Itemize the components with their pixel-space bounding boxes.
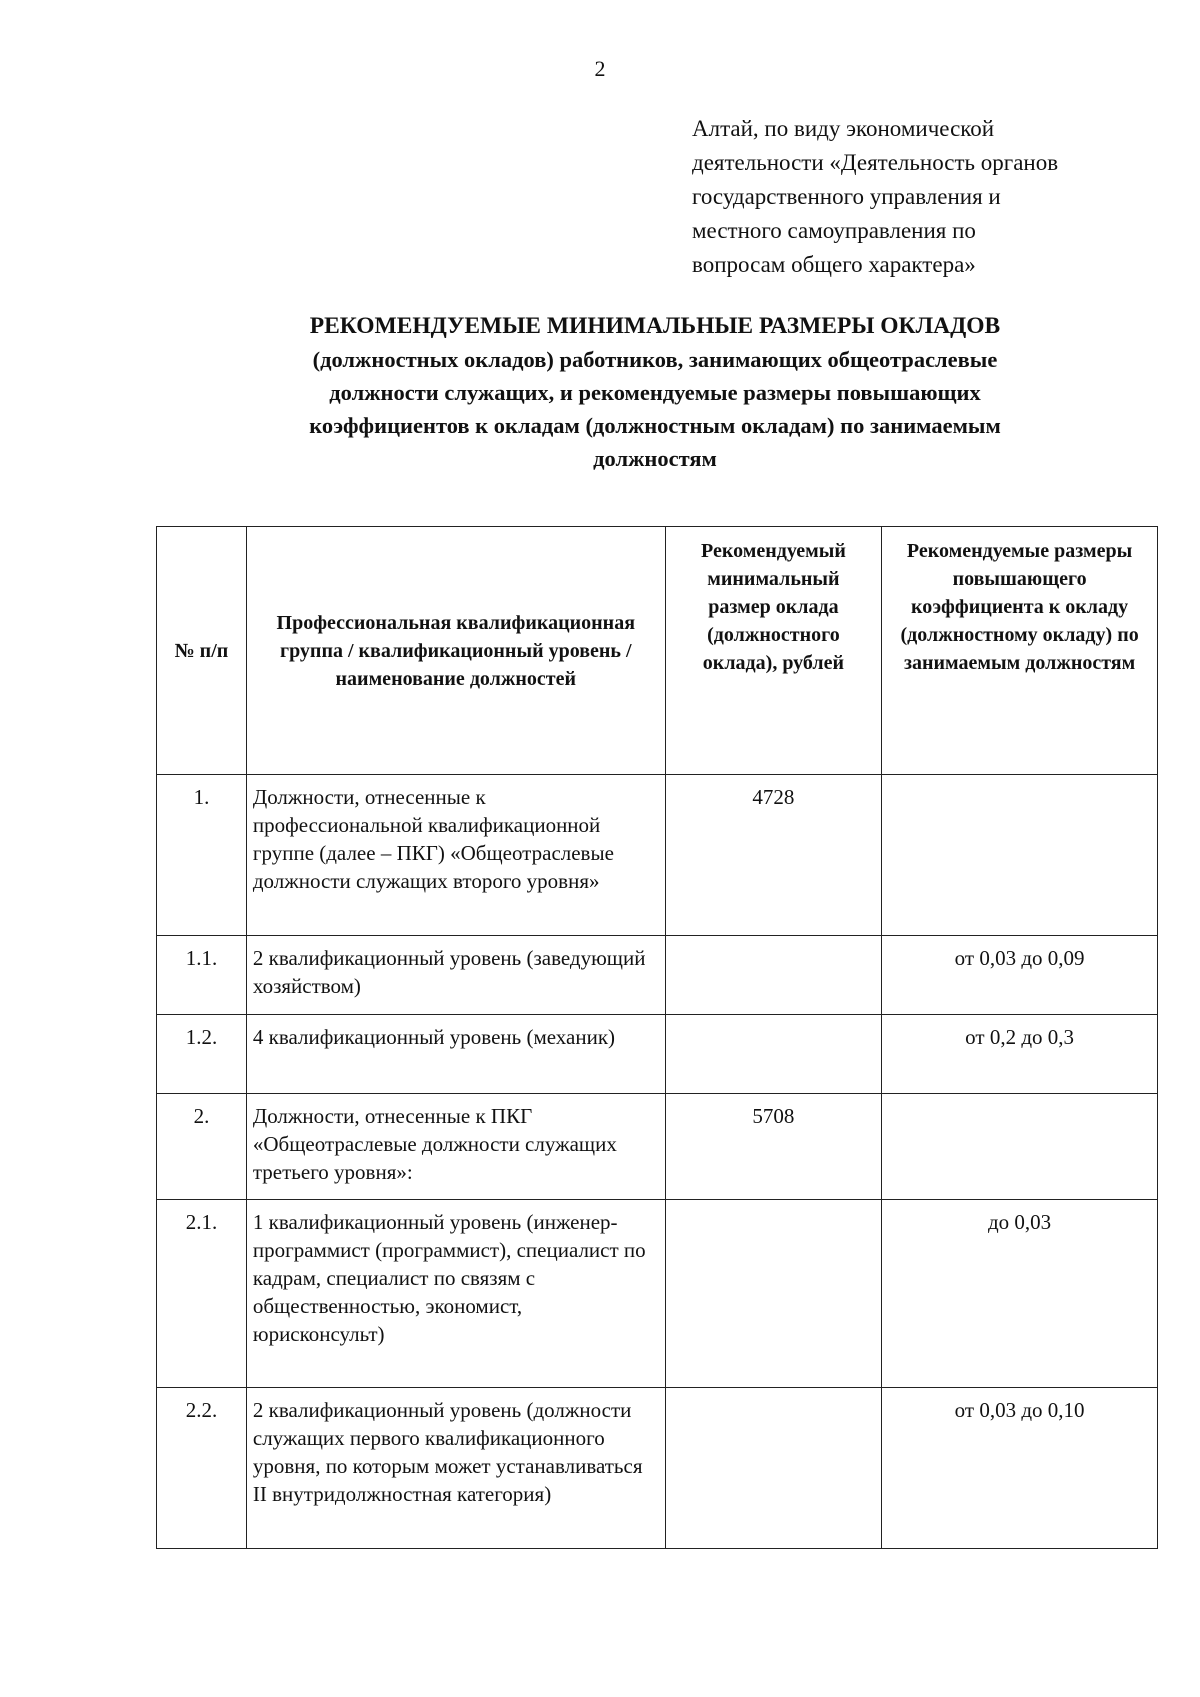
row-salary <box>665 1200 882 1388</box>
table-row <box>157 1200 1158 1388</box>
row-salary <box>665 1388 882 1549</box>
row-num: 2.1. <box>157 1200 247 1388</box>
row-name: 2 квалификационный уровень (должности служащих первого квалификационного уровня, по которым может устанавливаться II внутридолжностная категория) <box>246 1388 665 1549</box>
row-coef <box>882 775 1158 936</box>
row-name: 2 квалификационный уровень (заведующий хозяйством) <box>246 936 665 1015</box>
row-salary <box>665 936 882 1015</box>
header-coef: Рекомендуемые размеры повышающего коэффициента к окладу (должностному окладу) по занимаемым должностям <box>882 527 1158 775</box>
row-num: 1.2. <box>157 1015 247 1094</box>
table-row <box>157 936 1158 1015</box>
row-num: 1. <box>157 775 247 936</box>
header-line: Алтай, по виду экономической <box>692 116 995 141</box>
table-row <box>157 775 1158 936</box>
row-name: Должности, отнесенные к профессиональной квалификационной группе (далее – ПКГ) «Общеотраслевые должности служащих второго уровня» <box>246 775 665 936</box>
row-coef: от 0,03 до 0,09 <box>882 936 1158 1015</box>
title-main-line: РЕКОМЕНДУЕМЫЕ МИНИМАЛЬНЫЕ РАЗМЕРЫ ОКЛАДОВ <box>309 313 1001 339</box>
table-row <box>157 1015 1158 1094</box>
row-num: 1.1. <box>157 936 247 1015</box>
page-number: 2 <box>594 56 606 81</box>
table-header-row <box>157 527 1158 775</box>
table-row <box>157 1388 1158 1549</box>
header-name: Профессиональная квалификационная группа / квалификационный уровень / наименование должностей <box>246 527 665 775</box>
row-coef: до 0,03 <box>882 1200 1158 1388</box>
title-line: коэффициентов к окладам (должностным окладам) по занимаемым <box>309 413 1001 438</box>
row-num: 2. <box>157 1094 247 1200</box>
header-line: вопросам общего характера» <box>692 252 976 277</box>
salary-table <box>156 526 1158 1549</box>
title-line: (должностных окладов) работников, занимающих общеотраслевые <box>312 347 998 372</box>
header-num: № п/п <box>157 527 247 775</box>
row-coef: от 0,2 до 0,3 <box>882 1015 1158 1094</box>
title-line: должностям <box>593 446 717 471</box>
row-name: Должности, отнесенные к ПКГ «Общеотраслевые должности служащих третьего уровня»: <box>246 1094 665 1200</box>
row-name: 1 квалификационный уровень (инженер-программист (программист), специалист по кадрам, специалист по связям с общественностью, экономист, юрисконсульт) <box>246 1200 665 1388</box>
row-salary <box>665 1015 882 1094</box>
title-line: должности служащих, и рекомендуемые размеры повышающих <box>329 380 981 405</box>
header-line: местного самоуправления по <box>692 218 976 243</box>
header-line: деятельности «Деятельность органов <box>692 150 1059 175</box>
row-name: 4 квалификационный уровень (механик) <box>246 1015 665 1094</box>
document-header-continuation <box>692 112 1162 282</box>
table-row <box>157 1094 1158 1200</box>
row-coef: от 0,03 до 0,10 <box>882 1388 1158 1549</box>
document-title <box>150 310 1160 475</box>
header-salary: Рекомендуемый минимальный размер оклада (должностного оклада), рублей <box>665 527 882 775</box>
row-num: 2.2. <box>157 1388 247 1549</box>
row-coef <box>882 1094 1158 1200</box>
header-line: государственного управления и <box>692 184 1001 209</box>
row-salary: 4728 <box>665 775 882 936</box>
row-salary: 5708 <box>665 1094 882 1200</box>
